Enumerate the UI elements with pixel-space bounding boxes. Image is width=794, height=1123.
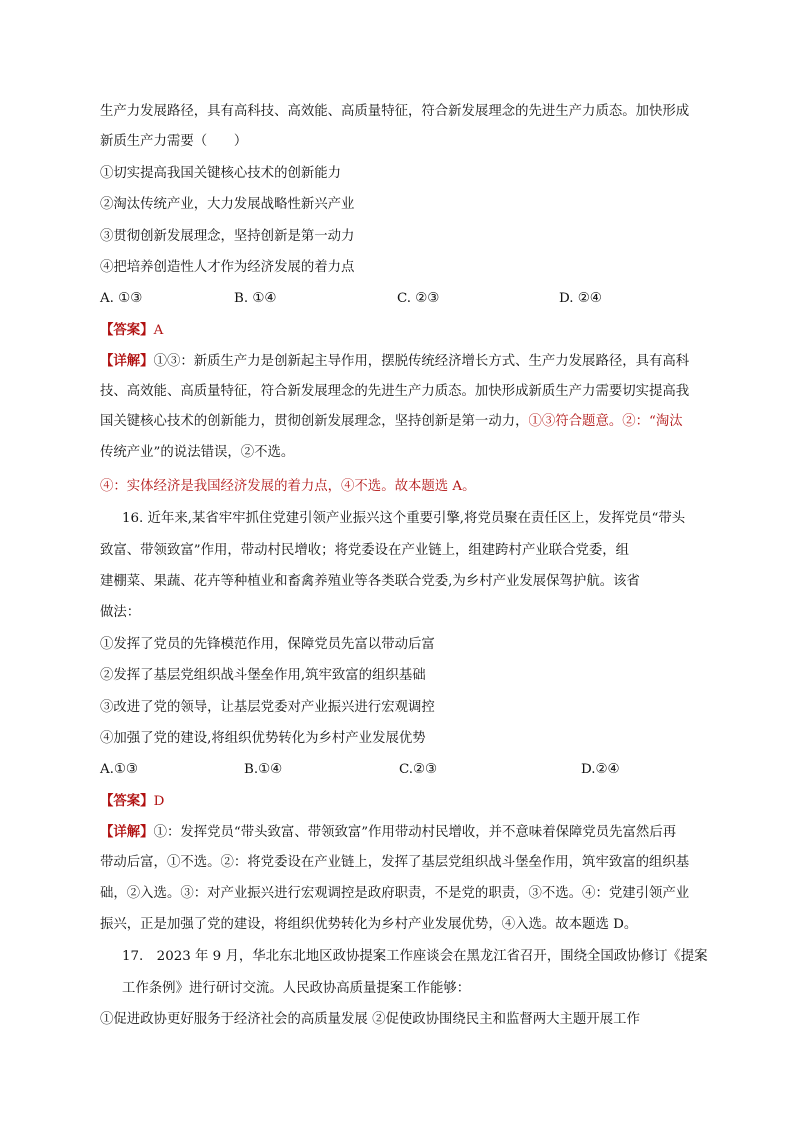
q15-detail-line: ④：实体经济是我国经济发展的着力点，④不选。故本题选 A。 bbox=[100, 479, 476, 494]
q17-stem-line: 17. 2023 年 9 月，华北东北地区政协提案工作座谈会在黑龙江省召开，围绕全国政协修订《提案 bbox=[122, 949, 708, 964]
answer-letter: D bbox=[153, 794, 165, 809]
answer-letter: A bbox=[153, 323, 164, 338]
q16-option-a: A.①③ bbox=[100, 762, 138, 777]
detail-tag: 【详解】 bbox=[100, 824, 154, 840]
q15-option-b: B. ①④ bbox=[234, 291, 277, 306]
q16-stem-line: 16. 近年来,某省牢牢抓住党建引领产业振兴这个重要引擎,将党员聚在责任区上，发挥党员“带头 bbox=[122, 511, 686, 526]
q16-choice-item: ③改进了党的领导，让基层党委对产业振兴进行宏观调控 bbox=[100, 700, 435, 715]
q16-detail-line: 振兴，正是加强了党的建设，将组织优势转化为乡村产业发展优势，④入选。故本题选 D。 bbox=[100, 917, 638, 932]
q15-detail-line: 传统产业”的说法错误，②不选。 bbox=[100, 445, 295, 460]
q15-detail-line: 【详解】①③：新质生产力是创新起主导作用，摆脱传统经济增长方式、生产力发展路径，具有高科 bbox=[100, 353, 690, 369]
q15-choice-item: ③贯彻创新发展理念，坚持创新是第一动力 bbox=[100, 229, 355, 244]
q15-detail-line: 国关键核心技术的创新能力，贯彻创新发展理念，坚持创新是第一动力，①③符合题意。②：“淘汰 bbox=[100, 414, 683, 429]
q17-stem-line: 工作条例》进行研讨交流。人民政协高质量提案工作能够： bbox=[122, 981, 471, 996]
q15-stem-line: 生产力发展路径，具有高科技、高效能、高质量特征，符合新发展理念的先进生产力质态。加快形成 bbox=[100, 104, 690, 119]
answer-tag: 【答案】 bbox=[100, 793, 154, 809]
q15-choice-item: ①切实提高我国关键核心技术的创新能力 bbox=[100, 166, 342, 181]
q16-choice-item: ②发挥了基层党组织战斗堡垒作用,筑牢致富的组织基础 bbox=[100, 668, 426, 683]
q16-detail-line: 带动后富，①不选。②：将党委设在产业链上，发挥了基层党组织战斗堡垒作用，筑牢致富的组织基 bbox=[100, 855, 690, 870]
q15-choice-item: ④把培养创造性人才作为经济发展的着力点 bbox=[100, 260, 355, 275]
detail-tag: 【详解】 bbox=[100, 353, 154, 369]
q15-option-a: A. ①③ bbox=[100, 291, 143, 306]
q16-choice-item: ④加强了党的建设,将组织优势转化为乡村产业发展优势 bbox=[100, 731, 426, 746]
q15-stem-line: 新质生产力需要（ ） bbox=[100, 134, 248, 149]
q16-option-b: B.①④ bbox=[244, 762, 283, 777]
answer-tag: 【答案】 bbox=[100, 322, 154, 338]
q16-detail-line: 础，②入选。③：对产业振兴进行宏观调控是政府职责，不是党的职责，③不选。④：党建引领产业 bbox=[100, 886, 690, 901]
q16-detail-line: 【详解】①：发挥党员“带头致富、带领致富”作用带动村民增收，并不意味着保障党员先富然后再 bbox=[100, 824, 677, 840]
q16-option-d: D.②④ bbox=[581, 762, 620, 777]
q17-choice-items: ①促进政协更好服务于经济社会的高质量发展 ②促使政协围绕民主和监督两大主题开展工作 bbox=[100, 1012, 640, 1027]
q16-answer bbox=[100, 791, 164, 812]
q16-option-c: C.②③ bbox=[399, 762, 438, 777]
q16-stem-line: 致富、带领致富”作用，带动村民增收；将党委设在产业链上，组建跨村产业联合党委，组 bbox=[100, 543, 630, 558]
q15-option-c: C. ②③ bbox=[397, 291, 440, 306]
q15-choice-item: ②淘汰传统产业，大力发展战略性新兴产业 bbox=[100, 197, 355, 212]
q16-stem-line: 建棚菜、果蔬、花卉等种植业和畜禽养殖业等各类联合党委,为乡村产业发展保驾护航。该省 bbox=[100, 574, 640, 589]
q15-detail-line: 技、高效能、高质量特征，符合新发展理念的先进生产力质态。加快形成新质生产力需要切实提高我 bbox=[100, 384, 690, 399]
q16-choice-item: ①发挥了党员的先锋模范作用，保障党员先富以带动后富 bbox=[100, 637, 435, 652]
q15-answer bbox=[100, 320, 163, 341]
q16-stem-line: 做法： bbox=[100, 605, 141, 620]
q15-option-d: D. ②④ bbox=[559, 291, 602, 306]
